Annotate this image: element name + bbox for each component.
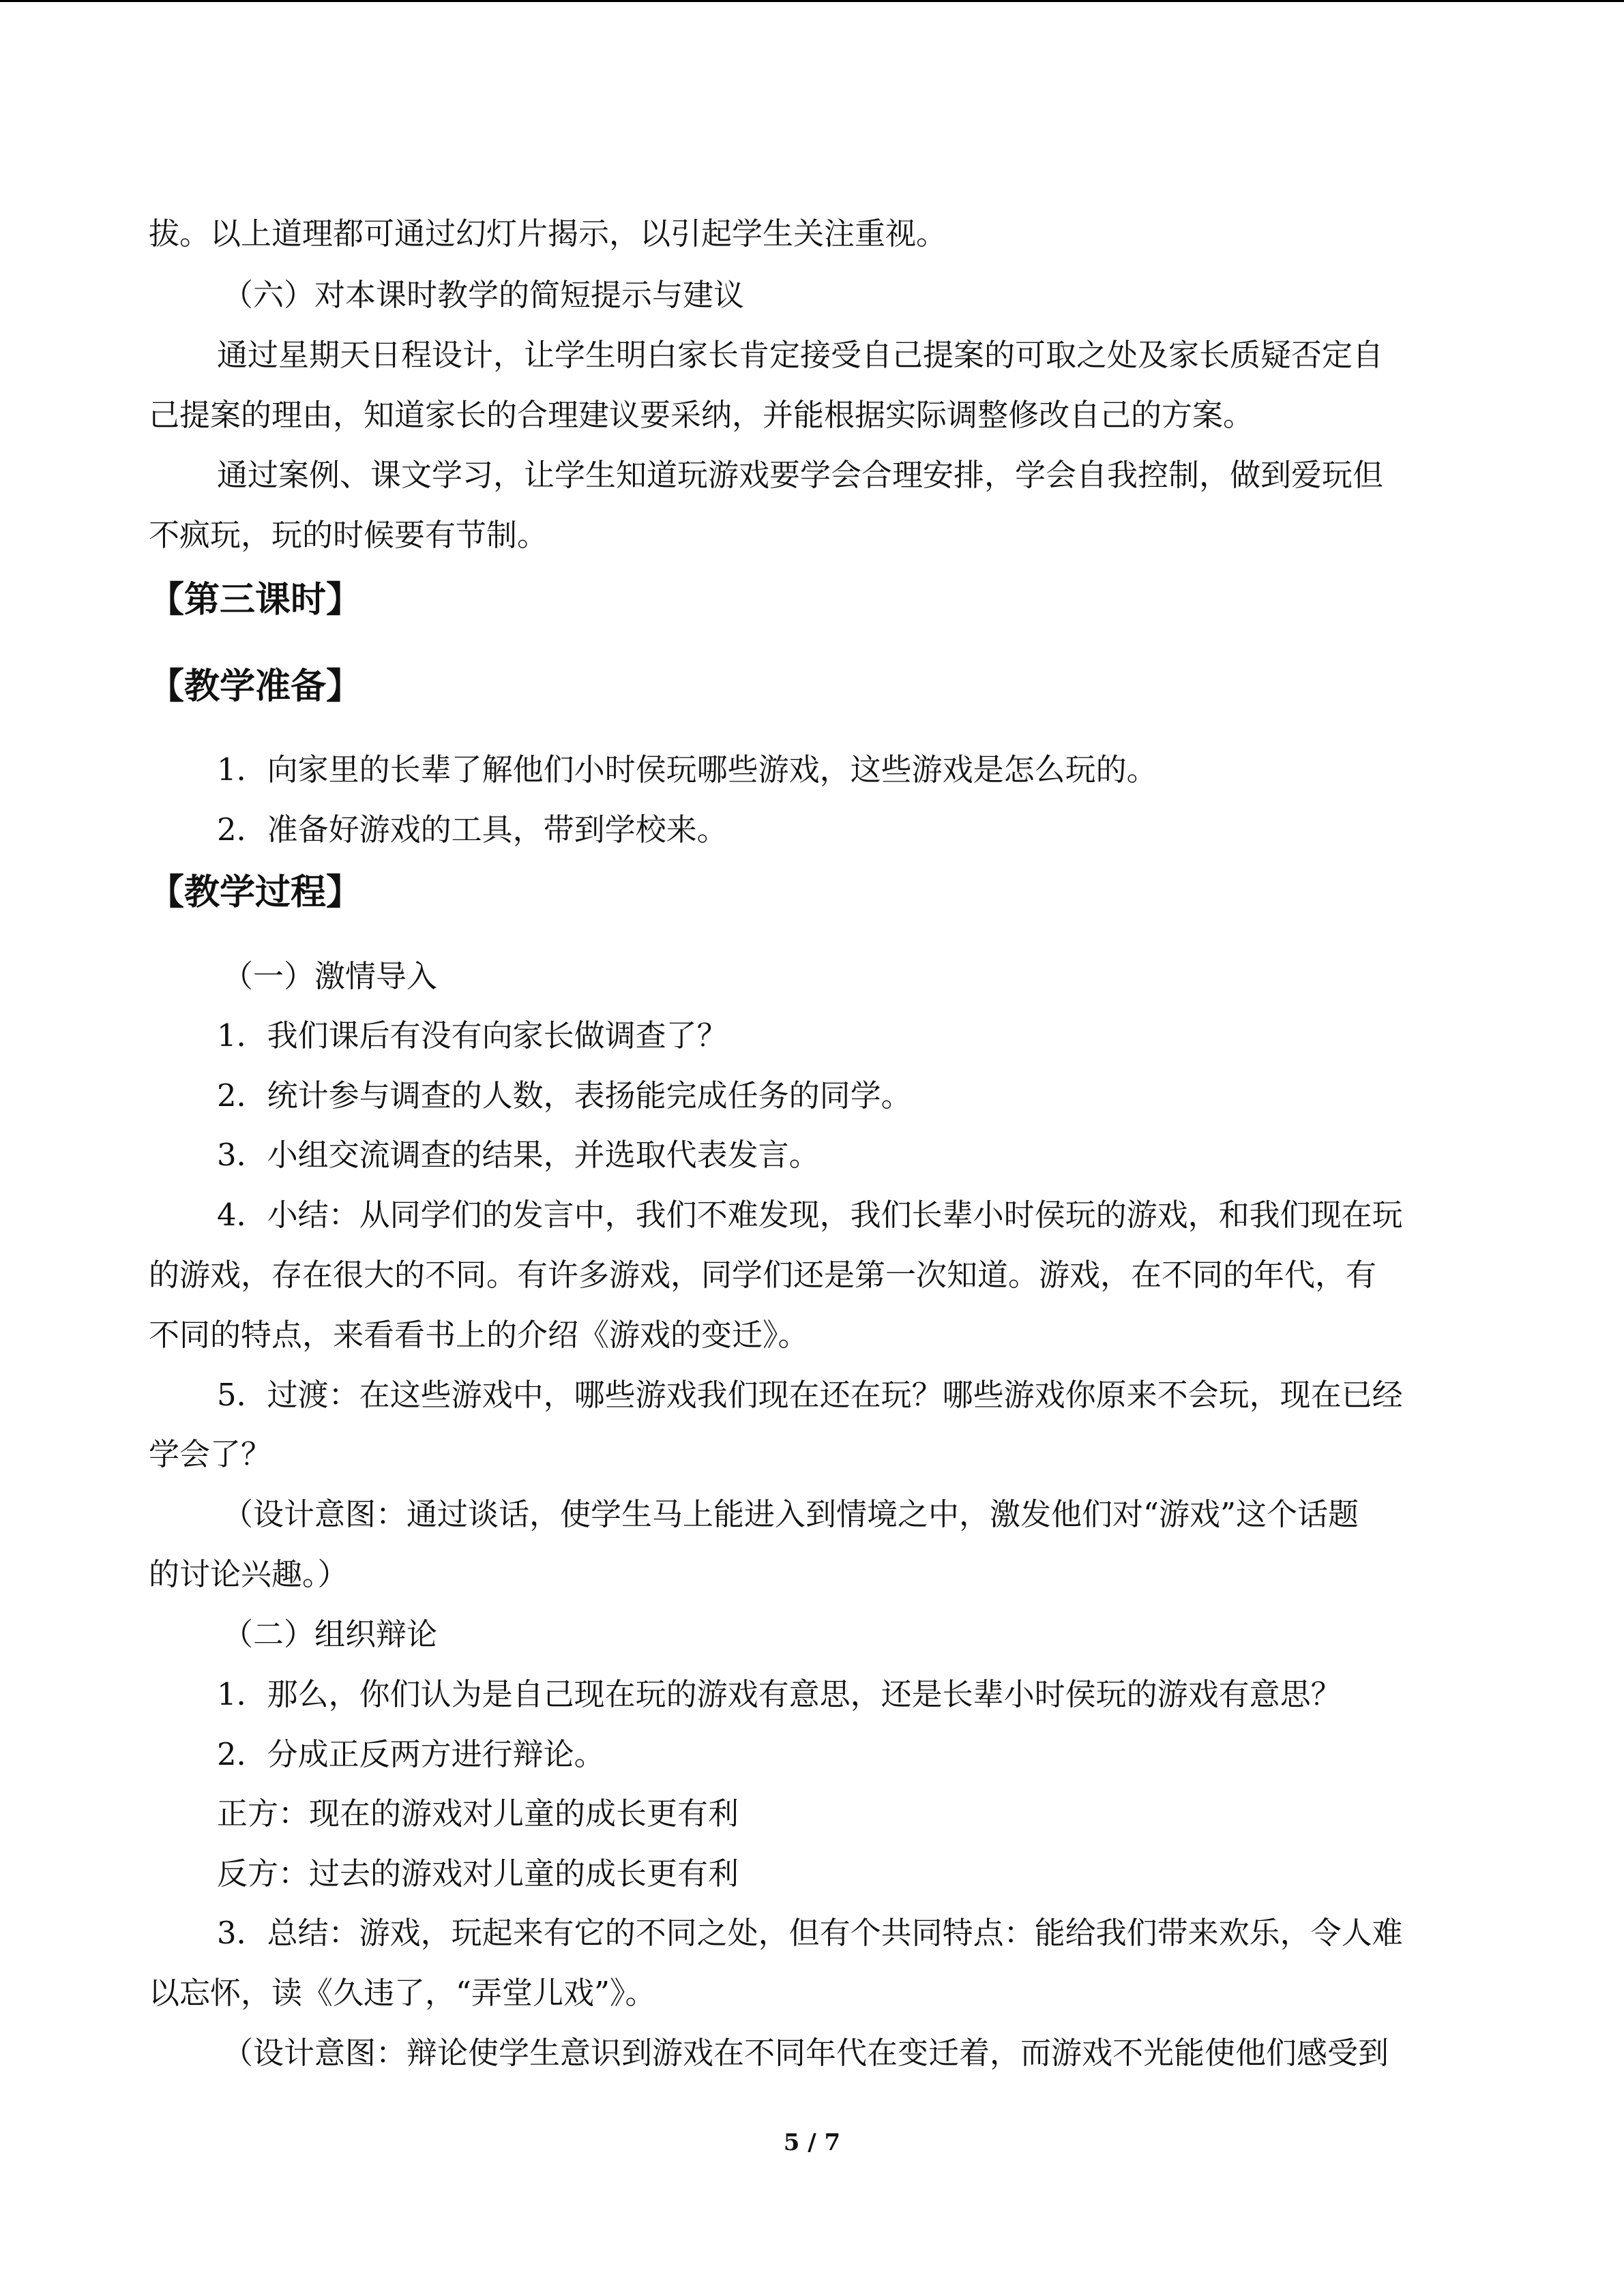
paragraph-line: 不同的特点，来看看书上的介绍《游戏的变迁》。 [149,1317,809,1353]
paragraph-line: 不疯玩，玩的时候要有节制。 [149,517,548,553]
list-item: 5．过渡：在这些游戏中，哪些游戏我们现在还在玩？哪些游戏你原来不会玩，现在已经 [217,1377,1403,1413]
heading-teaching-process: 【教学过程】 [149,872,362,913]
list-item: 2．准备好游戏的工具，带到学校来。 [217,811,728,848]
heading-teaching-prep: 【教学准备】 [149,666,362,707]
list-item: 2．统计参与调查的人数，表扬能完成任务的同学。 [217,1077,912,1114]
list-item: 3．总结：游戏，玩起来有它的不同之处，但有个共同特点：能给我们带来欢乐，令人难 [217,1915,1403,1951]
section-subheading: （二）组织辩论 [222,1616,438,1652]
design-intent: （设计意图：通过谈话，使学生马上能进入到情境之中，激发他们对“游戏”这个话题 [222,1496,1359,1532]
paragraph-line: 学会了？ [149,1436,272,1472]
list-item: 1．向家里的长辈了解他们小时侯玩哪些游戏，这些游戏是怎么玩的。 [217,751,1157,788]
section-subheading: （六）对本课时教学的简短提示与建议 [222,277,745,313]
top-border [0,0,1624,2]
paragraph-line: 的讨论兴趣。） [149,1556,349,1592]
heading-third-lesson: 【第三课时】 [149,580,362,621]
list-item: 3．小组交流调查的结果，并选取代表发言。 [217,1137,820,1173]
paragraph-line: 反方：过去的游戏对儿童的成长更有利 [217,1855,739,1892]
section-subheading: （一）激情导入 [222,958,438,994]
paragraph-line: 通过星期天日程设计，让学生明白家长肯定接受自己提案的可取之处及家长质疑否定自 [217,337,1384,373]
list-item: 1．我们课后有没有向家长做调查了？ [217,1017,728,1054]
paragraph-line: 拔。以上道理都可通过幻灯片揭示，以引起学生关注重视。 [149,215,947,252]
list-item: 2．分成正反两方进行辩论。 [217,1736,605,1772]
paragraph-line: 正方：现在的游戏对儿童的成长更有利 [217,1795,739,1832]
paragraph-line: 的游戏，存在很大的不同。有许多游戏，同学们还是第一次知道。游戏，在不同的年代，有 [149,1257,1377,1293]
paragraph-line: 通过案例、课文学习，让学生知道玩游戏要学会合理安排，学会自我控制，做到爱玩但 [217,457,1384,493]
design-intent: （设计意图：辩论使学生意识到游戏在不同年代在变迁着，而游戏不光能使他们感受到 [222,2035,1389,2071]
paragraph-line: 以忘怀，读《久违了，“弄堂儿戏”》。 [149,1975,656,2011]
list-item: 1．那么，你们认为是自己现在玩的游戏有意思，还是长辈小时侯玩的游戏有意思？ [217,1676,1342,1712]
paragraph-line: 己提案的理由，知道家长的合理建议要采纳，并能根据实际调整修改自己的方案。 [149,397,1254,433]
list-item: 4．小结：从同学们的发言中，我们不难发现，我们长辈小时侯玩的游戏，和我们现在玩 [217,1197,1403,1233]
page-number: 5 / 7 [783,2129,841,2156]
